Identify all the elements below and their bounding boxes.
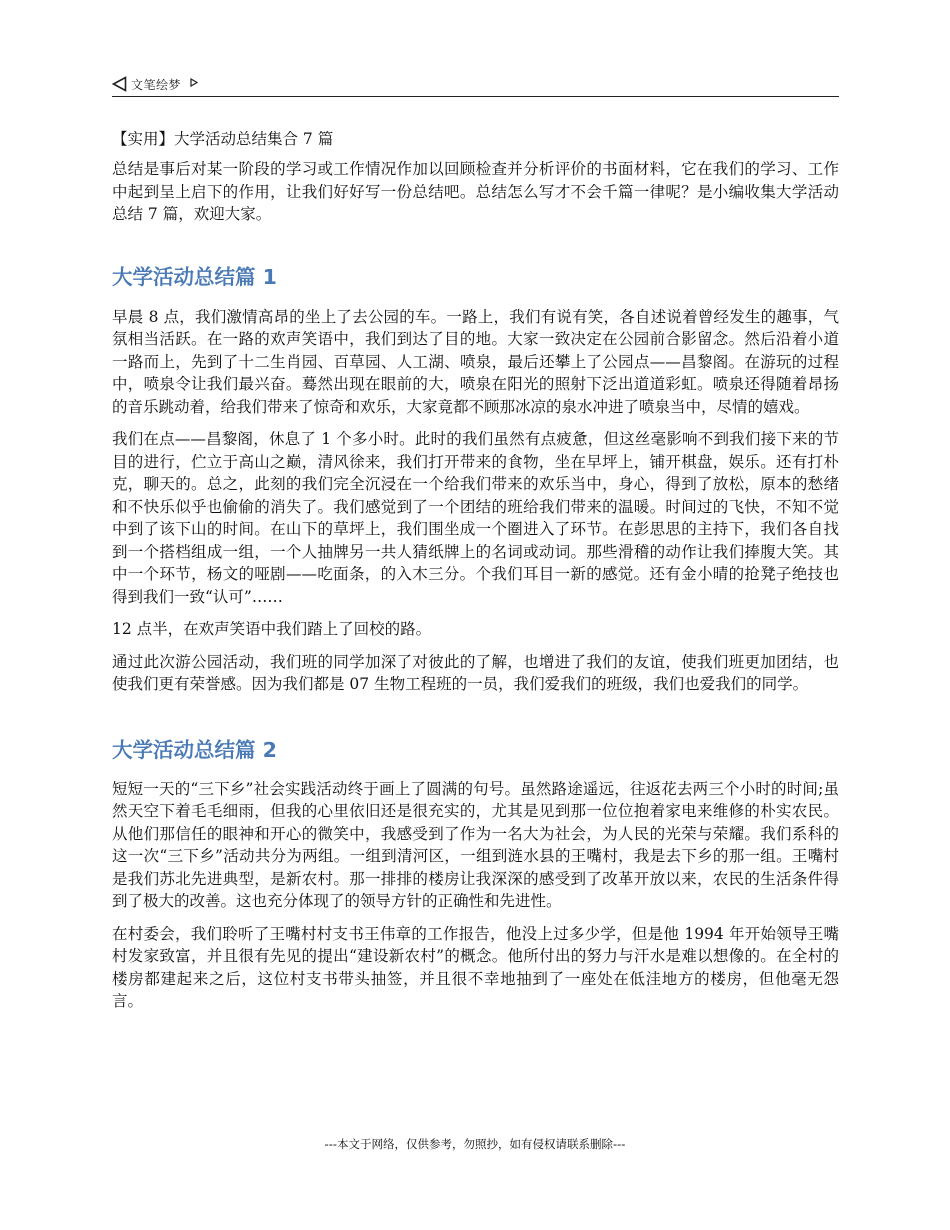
brand-logo bbox=[112, 74, 198, 94]
section-1-paragraph: 早晨 8 点，我们激情高昂的坐上了去公园的车。一路上，我们有说有笑，各自述说着曾经发生的趣事，气氛相当活跃。在一路的欢声笑语中，我们到达了目的地。大家一致决定在公园前合影留念。然后沿着小道一路而上，先到了十二生肖园、百草园、人工湖、喷泉，最后还攀上了公园点——昌黎阁。在游玩的过程中，喷泉令让我们最兴奋。蓦然出现在眼前的大，喷泉在阳光的照射下泛出道道彩虹。喷泉还得随着昂扬的音乐跳动着，给我们带来了惊奇和欢乐，大家竟都不顾那冰凉的泉水冲进了喷泉当中，尽情的嬉戏。 bbox=[112, 307, 839, 416]
section-2-paragraph: 短短一天的“三下乡”社会实践活动终于画上了圆满的句号。虽然路途遥远，往返花去两三个小时的时间;虽然天空下着毛毛细雨，但我的心里依旧还是很充实的，尤其是见到那一位位抱着家电来维修的朴实农民。从他们那信任的眼神和开心的微笑中，我感受到了作为一名大为社会，为人民的光荣与荣耀。我们系科的这一次“三下乡”活动共分为两组。一组到清河区，一组到涟水县的王嘴村，我是去下乡的那一组。王嘴村是我们苏北先进典型，是新农村。那一排排的楼房让我深深的感受到了改革开放以来，农民的生活条件得到了极大的改善。这也充分体现了的领导方针的正确性和先进性。 bbox=[112, 779, 839, 910]
section-heading-2: 大学活动总结篇 2 bbox=[112, 737, 277, 762]
section-heading-1: 大学活动总结篇 1 bbox=[112, 264, 277, 289]
section-1-paragraph: 我们在点——昌黎阁，休息了 1 个多小时。此时的我们虽然有点疲惫，但这丝毫影响不到我们接下来的节目的进行，伫立于高山之巅，清风徐来，我们打开带来的食物，坐在早坪上，铺开棋盘，娱乐。还有打朴克，聊天的。总之，此刻的我们完全沉浸在一个给我们带来的欢乐当中，身心，得到了放松，原本的愁绪和不快乐似乎也偷偷的消失了。我们感觉到了一个团结的班给我们带来的温暖。时间过的飞快，不知不觉中到了该下山的时间。在山下的草坪上，我们围坐成一个圈进入了环节。在彭思思的主持下，我们各自找到一个搭档组成一组，一个人抽牌另一共人猜纸牌上的名词或动词。那些滑稽的动作让我们捧腹大笑。其中一个环节，杨文的哑剧——吃面条，的入木三分。个我们耳目一新的感觉。还有金小晴的抢凳子绝技也得到我们一致“认可”…… bbox=[112, 430, 839, 606]
section-1-paragraph: 通过此次游公园活动，我们班的同学加深了对彼此的了解，也增进了我们的友谊，使我们班更加团结，也使我们更有荣誉感。因为我们都是 07 生物工程班的一员，我们爱我们的班级，我们也爱我们的同学。 bbox=[112, 652, 839, 693]
page-footer: ---本文于网络，仅供参考，勿照抄，如有侵权请联系删除--- bbox=[324, 1137, 626, 1151]
document-body bbox=[112, 126, 839, 1023]
brand-logo-text: 文笔绘梦 bbox=[131, 77, 182, 92]
triangle-right-icon bbox=[190, 78, 198, 87]
intro-paragraph: 总结是事后对某一阶段的学习或工作情况作加以回顾检查并分析评价的书面材料，它在我们的学习、工作中起到呈上启下的作用，让我们好好写一份总结吧。总结怎么写才不会千篇一律呢？是小编收集大学活动总结 7 篇，欢迎大家。 bbox=[112, 160, 839, 223]
section-1-paragraph: 12 点半，在欢声笑语中我们踏上了回校的路。 bbox=[112, 620, 432, 638]
triangle-left-icon bbox=[112, 76, 127, 92]
page-header bbox=[112, 72, 839, 97]
section-2-paragraph: 在村委会，我们聆听了王嘴村村支书王伟章的工作报告，他没上过多少学，但是他 1994 年开始领导王嘴村发家致富，并且很有先见的提出“建设新农村”的概念。他所付出的努力与汗水是难以想像的。在全村的楼房都建起来之后，这位村支书带头抽签，并且很不幸地抽到了一座处在低洼地方的楼房，但他毫无怨言。 bbox=[112, 924, 839, 1010]
document-title: 【实用】大学活动总结集合 7 篇 bbox=[112, 130, 334, 148]
